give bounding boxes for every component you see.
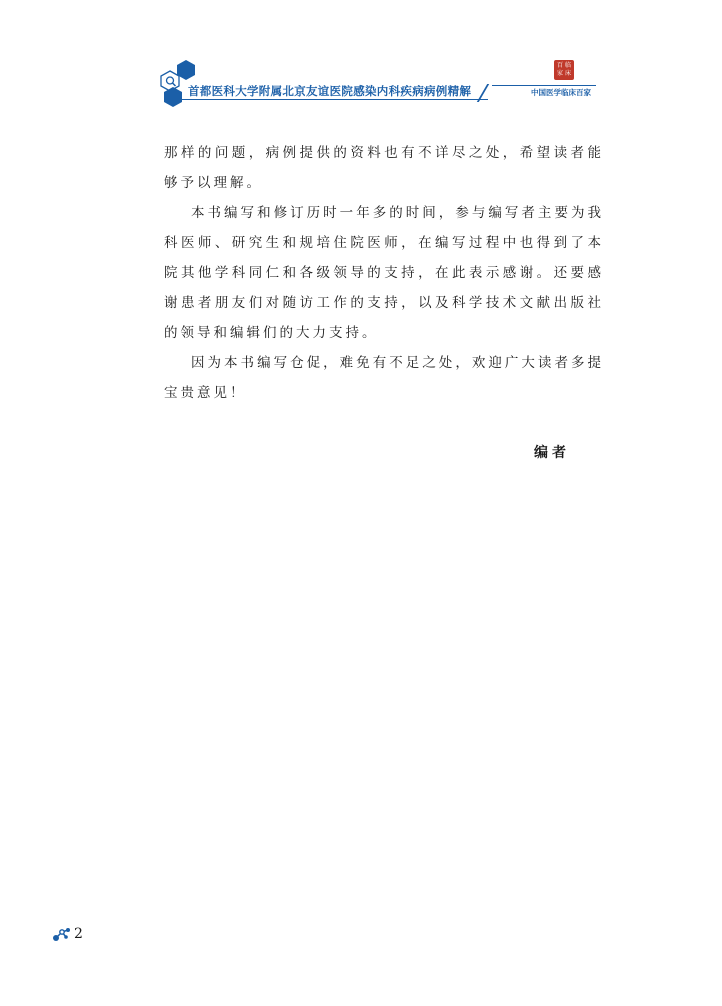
paragraph-2: 本书编写和修订历时一年多的时间，参与编写者主要为我科医师、研究生和规培住院医师，在编写过程中也得到了本院其他学科同仁和各级领导的支持，在此表示感谢。还要感谢患者朋友们对随访工作的支持，以及科学技术文献出版社的领导和编辑们的大力支持。	[164, 205, 604, 341]
page-header	[0, 0, 722, 120]
paragraph-1: 那样的问题，病例提供的资料也有不详尽之处，希望读者能够予以理解。	[164, 145, 604, 191]
header-right-line	[492, 85, 596, 86]
header-title: 首都医科大学附属北京友谊医院感染内科疾病病例精解	[188, 84, 472, 98]
series-name: 中国医学临床百家	[531, 88, 591, 97]
series-seal-logo: 百 临 家 床	[554, 60, 574, 80]
paragraph-3: 因为本书编写仓促，难免有不足之处，欢迎广大读者多提宝贵意见！	[164, 355, 604, 401]
page-footer	[52, 926, 83, 942]
body-text	[164, 138, 604, 408]
page-number: 2	[74, 926, 83, 942]
molecule-icon	[52, 926, 72, 942]
header-underline	[182, 99, 488, 100]
signature: 编者	[534, 445, 570, 461]
